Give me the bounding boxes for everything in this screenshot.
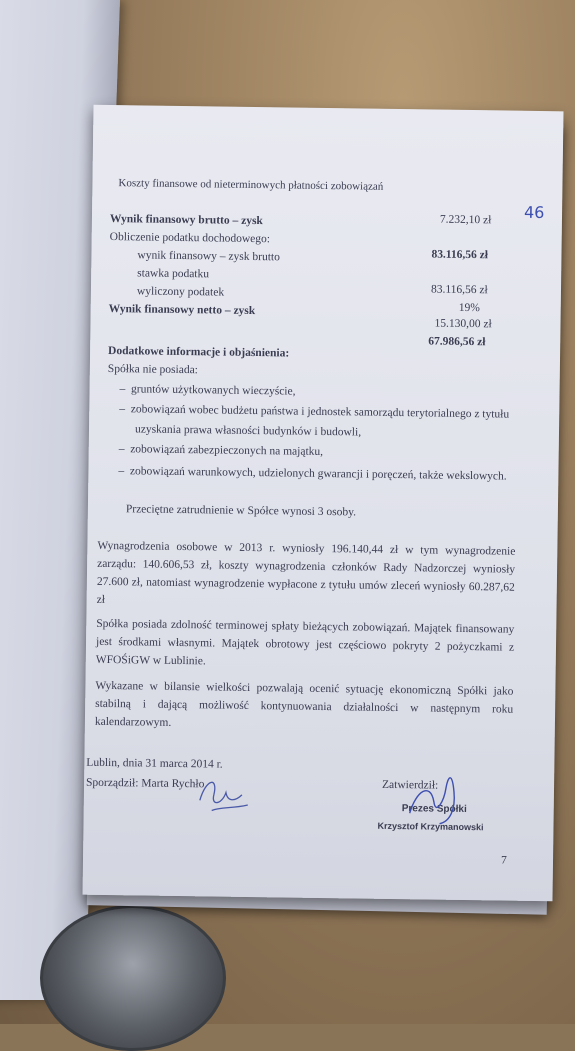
page-content [83,105,564,901]
page-number: 7 [500,854,507,867]
cd-disk [40,905,226,1051]
info-heading: Dodatkowe informacje i objaśnienia: [108,344,290,360]
bullet-3-text: zobowiązań zabezpieczonych na majątku, [130,443,324,458]
prepared-by: Sporządził: Marta Rychło [85,776,205,791]
gross-profit-label: wynik finansowy – zysk brutto [137,249,280,264]
bullet-2: – zobowiązań wobec budżetu państwa i jednostek samorządu terytorialnego z tytułu [119,403,510,421]
tax-rate-value: 83.116,56 zł [430,283,488,297]
stamp-title: Prezes Spółki [401,803,467,816]
calc-tax-value: 19% [458,301,480,315]
gross-result-label: Wynik finansowy brutto – zysk [109,212,263,228]
net-result-label: Wynik finansowy netto – zysk [108,302,256,318]
tax-calc-label: Obliczenie podatku dochodowego: [109,230,271,246]
top-line: Koszty finansowe od nieterminowych płatności zobowiązań [118,177,384,193]
bullet-1-text: gruntów użytkowanych wieczyście, [130,383,296,398]
gross-result-value: 7.232,10 zł [439,213,492,227]
net-result-value: 15.130,00 zł [434,317,492,331]
bullet-1: – gruntów użytkowanych wieczyście, [119,383,296,398]
stamp-name: Krzysztof Krzymanowski [377,820,484,833]
salaries-paragraph: Wynagrodzenia osobowe w 2013 r. wyniosły 196.140,44 zł w tym wynagrodzenie zarządu: 140.606,53 zł, koszty wynagrodzenia członków Rady Nadzorczej wyniosły 27.600 zł, natomiast wynagrodzenie wypłacone z tytułu umów zleceń wyniosły 60.287,62 zł [96,539,516,606]
document-page [83,105,564,901]
approver-signature [399,761,470,832]
bullet-4-text: zobowiązań warunkowych, udzielonych gwarancji i poręczeń, także wekslowych. [129,465,507,483]
tax-rate-label: stawka podatku [137,267,210,281]
net-total-value: 67.986,56 zł [428,335,486,349]
tax-calc-value: 83.116,56 zł [431,248,489,262]
bullet-3: – zobowiązań zabezpieczonych na majątku, [118,443,324,458]
bullet-4: – zobowiązań warunkowych, udzielonych gwarancji i poręczeń, także wekslowych. [118,465,507,483]
employment-text: Przeciętne zatrudnienie w Spółce wynosi 3 osoby. [125,503,357,519]
bullet-2-cont: uzyskania prawa własności budynków i budowli, [134,423,362,439]
info-intro: Spółka nie posiada: [107,362,199,377]
place-date: Lublin, dnia 31 marca 2014 r. [86,756,223,771]
handwritten-page-mark: 46 [523,202,545,223]
solvency-paragraph: Spółka posiada zdolność terminowej spłaty bieżących zobowiązań. Majątek finansowany jest środkami własnymi. Majątek obrotowy jest częściowo pokryty 2 pożyczkami z WFOŚiGW w Lublinie. [95,617,515,668]
conclusion-paragraph: Wykazane w bilansie wielkości pozwalają ocenić sytuację ekonomiczną Spółki jako stabilną i dającą możliwość kontynuowania działalności w następnym roku kalendarzowym. [94,679,514,729]
preparer-signature [192,770,253,817]
approved-label: Zatwierdził: [381,778,439,792]
bullet-2-text: zobowiązań wobec budżetu państwa i jednostek samorządu terytorialnego z tytułu [130,403,510,421]
calc-tax-label: wyliczony podatek [136,285,225,299]
